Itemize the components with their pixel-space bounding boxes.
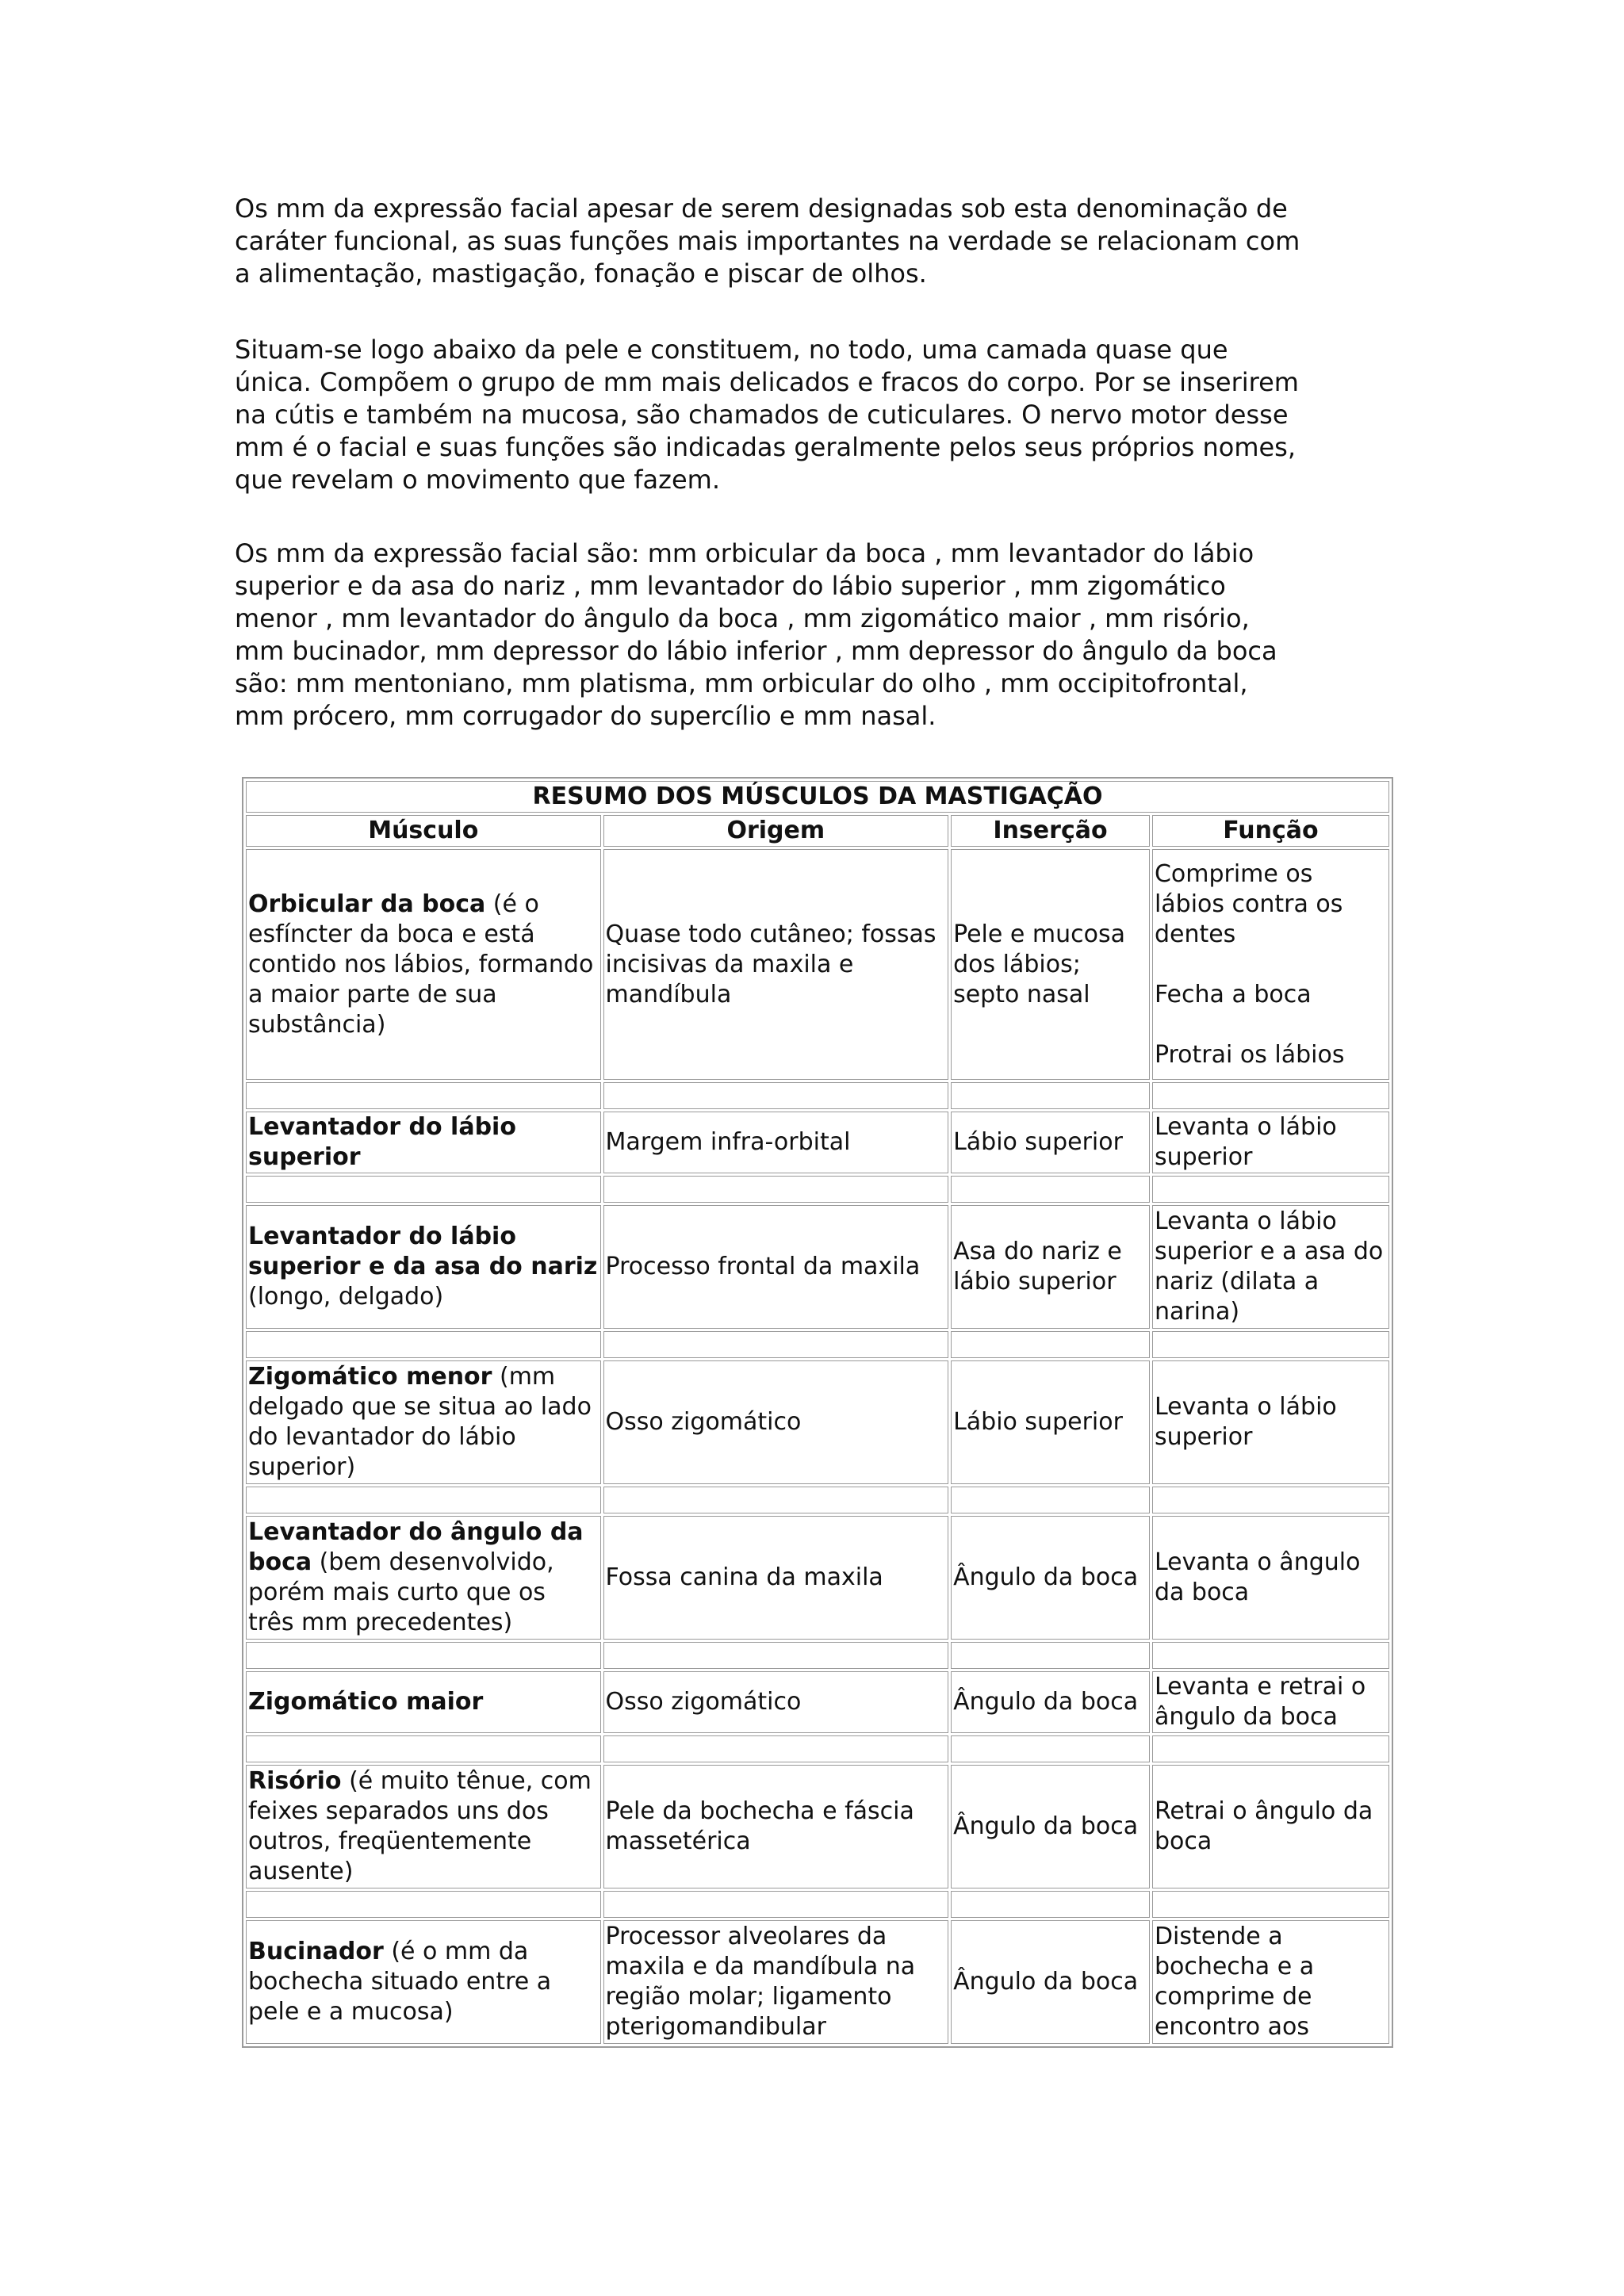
- muscle-name: Levantador do lábio superior e da asa do nariz: [248, 1223, 598, 1280]
- function-cell: Levanta o lábio superior: [1152, 1360, 1389, 1484]
- table-row: [246, 1765, 1389, 1888]
- spacer-row: [246, 1891, 1389, 1918]
- origin-cell: Fossa canina da maxila: [603, 1516, 949, 1640]
- text-line: a alimentação, mastigação, fonação e piscar de olhos.: [235, 258, 927, 289]
- origin-cell: Quase todo cutâneo; fossas incisivas da maxila e mandíbula: [603, 849, 949, 1080]
- muscle-name: Zigomático maior: [248, 1688, 484, 1716]
- muscle-cell: [246, 1671, 601, 1733]
- text-line: Os mm da expressão facial apesar de serem designadas sob esta denominação de: [235, 193, 1288, 224]
- origin-cell: Processor alveolares da maxila e da mandíbula na região molar; ligamento pterigomandibular: [603, 1920, 949, 2044]
- muscle-name: Orbicular da boca: [248, 890, 486, 918]
- text-line: mm é o facial e suas funções são indicadas geralmente pelos seus próprios nomes,: [235, 432, 1297, 462]
- muscle-cell: [246, 1205, 601, 1329]
- muscle-name: Zigomático menor: [248, 1363, 492, 1391]
- table-row: [246, 1516, 1389, 1640]
- table-row: [246, 1360, 1389, 1484]
- insertion-cell: Pele e mucosa dos lábios; septo nasal: [951, 849, 1150, 1080]
- text-line: caráter funcional, as suas funções mais importantes na verdade se relacionam com: [235, 226, 1300, 256]
- muscle-description: (é muito tênue, com feixes separados uns dos outros, freqüentemente ausente): [248, 1767, 592, 1885]
- muscle-description: (é o esfíncter da boca e está contido nos lábios, formando a maior parte de sua substância): [248, 890, 594, 1039]
- column-header-funcao: Função: [1152, 815, 1389, 847]
- muscle-name: Bucinador: [248, 1938, 384, 1965]
- origin-cell: Processo frontal da maxila: [603, 1205, 949, 1329]
- origin-cell: Osso zigomático: [603, 1360, 949, 1484]
- function-cell: Distende a bochecha e a comprime de encontro aos: [1152, 1920, 1389, 2044]
- muscle-name: Levantador do lábio superior: [248, 1113, 516, 1171]
- spacer-row: [246, 1735, 1389, 1762]
- muscle-description: (longo, delgado): [248, 1283, 444, 1311]
- muscle-cell: [246, 1765, 601, 1888]
- insertion-cell: Ângulo da boca: [951, 1765, 1150, 1888]
- location-paragraph: [235, 334, 1392, 496]
- insertion-cell: Ângulo da boca: [951, 1516, 1150, 1640]
- muscle-cell: [246, 1920, 601, 2044]
- muscle-list-paragraph: [235, 538, 1392, 733]
- text-line: na cútis e também na mucosa, são chamados de cuticulares. O nervo motor desse: [235, 400, 1289, 430]
- muscle-description: (é o mm da bochecha situado entre a pele e a mucosa): [248, 1938, 552, 2026]
- origin-cell: Pele da bochecha e fáscia massetérica: [603, 1765, 949, 1888]
- muscle-cell: [246, 1516, 601, 1640]
- function-text: Fecha a boca: [1154, 980, 1312, 1008]
- insertion-cell: Asa do nariz e lábio superior: [951, 1205, 1150, 1329]
- muscle-cell: [246, 1112, 601, 1173]
- table-row: [246, 1920, 1389, 2044]
- muscle-cell: [246, 849, 601, 1080]
- function-cell: Levanta o ângulo da boca: [1152, 1516, 1389, 1640]
- function-cell: [1152, 849, 1389, 1080]
- spacer-row: [246, 1176, 1389, 1203]
- text-line: são: mm mentoniano, mm platisma, mm orbicular do olho , mm occipitofrontal,: [235, 668, 1248, 698]
- spacer-row: [246, 1642, 1389, 1669]
- text-line: mm bucinador, mm depressor do lábio inferior , mm depressor do ângulo da boca: [235, 636, 1277, 666]
- text-line: Os mm da expressão facial são: mm orbicular da boca , mm levantador do lábio: [235, 538, 1254, 568]
- spacer-row: [246, 1082, 1389, 1109]
- table-row: [246, 1112, 1389, 1173]
- text-line: superior e da asa do nariz , mm levantador do lábio superior , mm zigomático: [235, 571, 1226, 601]
- insertion-cell: Ângulo da boca: [951, 1671, 1150, 1733]
- column-header-musculo: Músculo: [246, 815, 601, 847]
- muscle-description: (bem desenvolvido, porém mais curto que os três mm precedentes): [248, 1548, 554, 1636]
- muscle-summary-table: [242, 777, 1393, 2048]
- function-cell: Levanta o lábio superior e a asa do nariz (dilata a narina): [1152, 1205, 1389, 1329]
- text-line: Situam-se logo abaixo da pele e constituem, no todo, uma camada quase que: [235, 335, 1228, 365]
- muscle-cell: [246, 1360, 601, 1484]
- table-title: RESUMO DOS MÚSCULOS DA MASTIGAÇÃO: [246, 781, 1389, 813]
- origin-cell: Margem infra-orbital: [603, 1112, 949, 1173]
- insertion-cell: Lábio superior: [951, 1360, 1150, 1484]
- text-line: única. Compõem o grupo de mm mais delicados e fracos do corpo. Por se inserirem: [235, 367, 1299, 397]
- muscle-name: Levantador do ângulo da boca: [248, 1518, 584, 1576]
- table-row: [246, 849, 1389, 1080]
- text-line: que revelam o movimento que fazem.: [235, 465, 720, 495]
- text-line: mm prócero, mm corrugador do supercílio e mm nasal.: [235, 701, 936, 731]
- table-row: [246, 1671, 1389, 1733]
- insertion-cell: Lábio superior: [951, 1112, 1150, 1173]
- function-text: Protrai os lábios: [1154, 1040, 1345, 1069]
- spacer-row: [246, 1331, 1389, 1358]
- column-header-origem: Origem: [603, 815, 949, 847]
- text-line: menor , mm levantador do ângulo da boca , mm zigomático maior , mm risório,: [235, 603, 1250, 633]
- muscle-name: Risório: [248, 1767, 342, 1795]
- origin-cell: Osso zigomático: [603, 1671, 949, 1733]
- table-row: [246, 1205, 1389, 1329]
- function-cell: Levanta o lábio superior: [1152, 1112, 1389, 1173]
- spacer-row: [246, 1487, 1389, 1513]
- function-text: Comprime os lábios contra os dentes: [1154, 859, 1343, 948]
- function-cell: Levanta e retrai o ângulo da boca: [1152, 1671, 1389, 1733]
- intro-paragraph: [235, 193, 1392, 290]
- muscle-description: (mm delgado que se situa ao lado do levantador do lábio superior): [248, 1363, 592, 1481]
- column-header-insercao: Inserção: [951, 815, 1150, 847]
- function-cell: Retrai o ângulo da boca: [1152, 1765, 1389, 1888]
- insertion-cell: Ângulo da boca: [951, 1920, 1150, 2044]
